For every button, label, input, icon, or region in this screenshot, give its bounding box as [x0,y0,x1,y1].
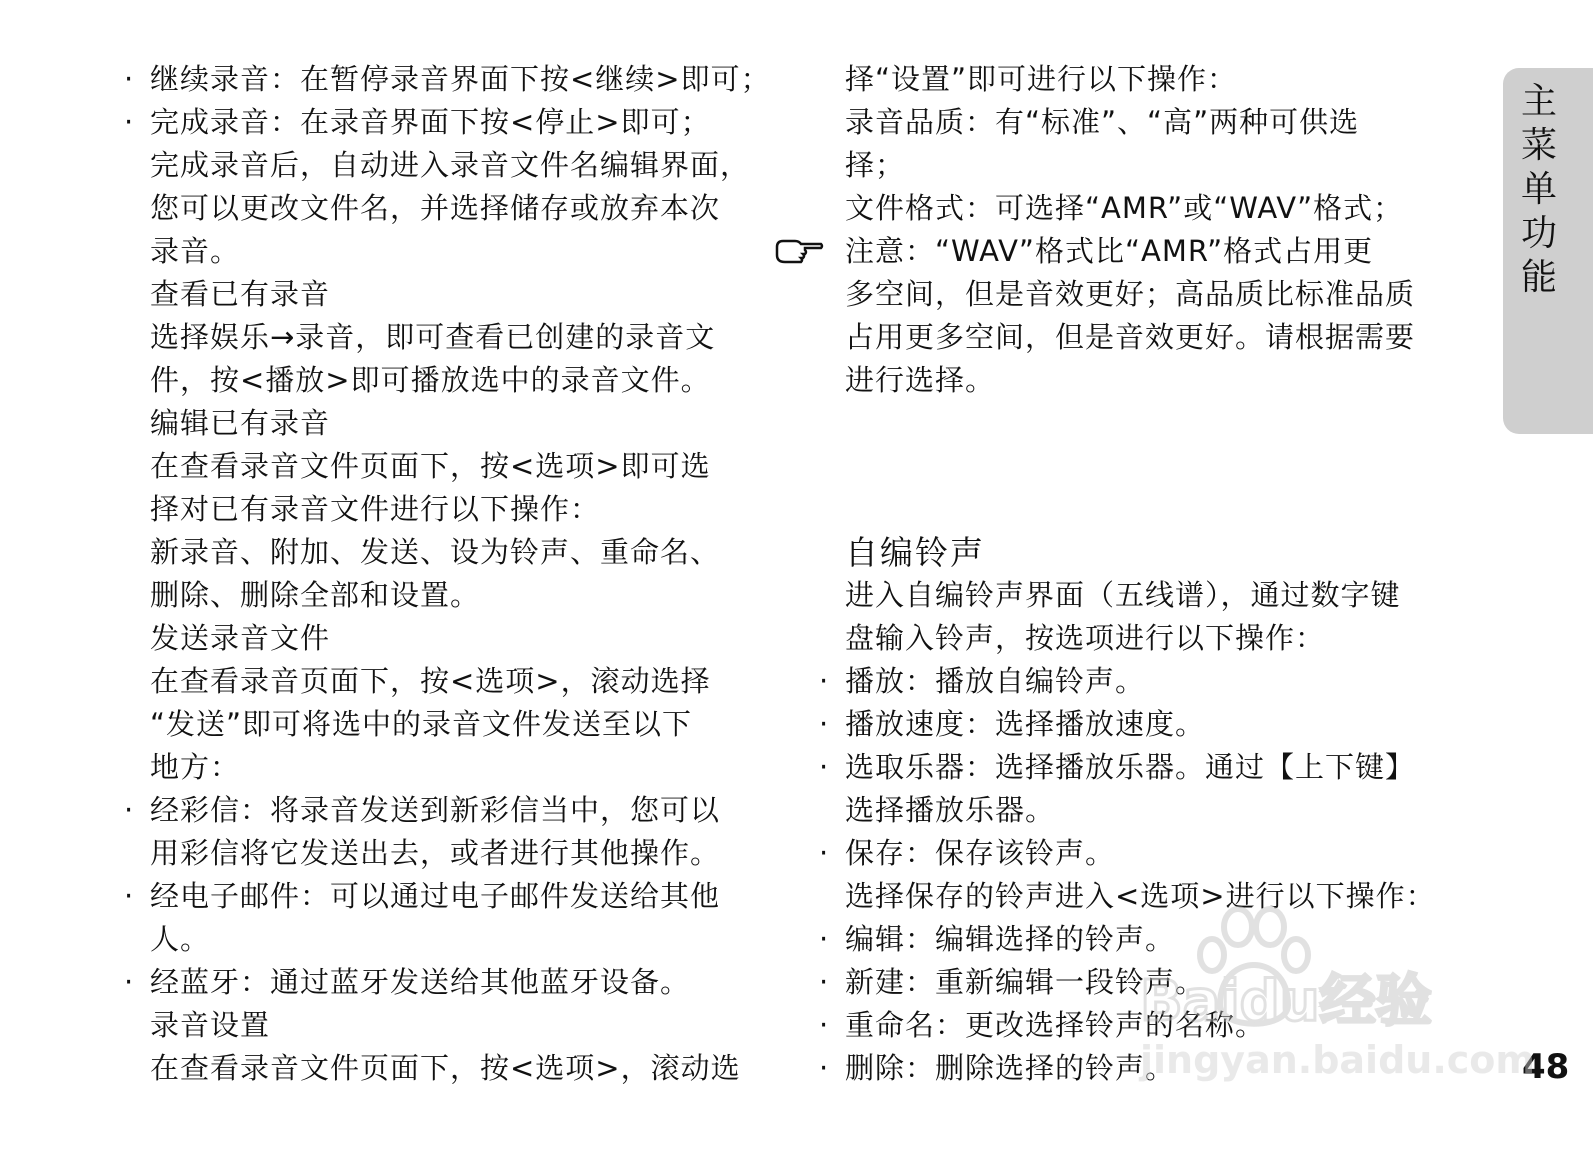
line-text: 件，按<播放>即可播放选中的录音文件。 [150,363,711,397]
text-line [120,875,780,918]
text-line [120,101,780,144]
text-line [120,1004,780,1047]
text-line [815,144,1475,187]
page-number: 48 [1522,1047,1570,1087]
section-heading [815,531,1475,574]
text-line [815,660,1475,703]
line-text: 您可以更改文件名，并选择储存或放弃本次 [150,191,721,225]
text-line [120,832,780,875]
line-text: 选择播放乐器。 [845,793,1056,827]
text-line [120,316,780,359]
text-line [815,789,1475,832]
line-text: 编辑已有录音 [150,406,331,440]
line-text: 择“设置”即可进行以下操作： [845,62,1238,96]
line-text: 继续录音：在暂停录音界面下按<继续>即可； [150,62,771,96]
text-line [815,832,1475,875]
line-text: 完成录音：在录音界面下按<停止>即可； [150,105,711,139]
text-line [815,187,1475,230]
text-line [120,230,780,273]
line-text: 录音。 [150,234,241,268]
line-text: 盘输入铃声，按选项进行以下操作： [845,621,1326,655]
text-line [120,1047,780,1090]
text-line [120,58,780,101]
text-line [815,746,1475,789]
recording-settings-block [815,58,1475,402]
text-line [120,617,780,660]
line-text: 择； [845,148,906,182]
text-line [120,918,780,961]
line-text: 录音设置 [150,1008,271,1042]
text-line [120,359,780,402]
text-line [120,531,780,574]
line-text: 选取乐器：选择播放乐器。通过【上下键】 [845,750,1416,784]
line-text: 删除：删除选择的铃声。 [845,1051,1176,1085]
line-text: 占用更多空间，但是音效更好。请根据需要 [845,320,1416,354]
text-line [120,445,780,488]
text-line [120,961,780,1004]
line-text: 在查看录音文件页面下，按<选项>，滚动选 [150,1051,741,1085]
line-text: 新录音、附加、发送、设为铃声、重命名、 [150,535,721,569]
line-text: 播放：播放自编铃声。 [845,664,1146,698]
line-text: 保存：保存该铃声。 [845,836,1116,870]
watermark-brand: Baidu经验 [1140,969,1432,1034]
line-text: 注意：“WAV”格式比“AMR”格式占用更 [845,234,1374,268]
line-text: 进入自编铃声界面（五线谱），通过数字键 [845,578,1401,612]
line-text: 进行选择。 [845,363,996,397]
text-line [120,402,780,445]
text-line [815,316,1475,359]
line-text: 重命名：更改选择铃声的名称。 [845,1008,1266,1042]
text-line [120,660,780,703]
pointing-hand-icon [775,237,823,267]
line-text: 播放速度：选择播放速度。 [845,707,1206,741]
section-tab [1503,68,1593,434]
text-line [120,574,780,617]
left-column [120,58,780,1090]
section-tab-label: 主菜单功能 [1521,81,1558,298]
text-line [120,488,780,531]
text-line [815,273,1475,316]
line-text: 经彩信：将录音发送到新彩信当中，您可以 [150,793,721,827]
line-text: “发送”即可将选中的录音文件发送至以下 [150,707,693,741]
line-text: 发送录音文件 [150,621,331,655]
line-text: 选择娱乐→录音，即可查看已创建的录音文 [150,320,716,354]
text-line [815,101,1475,144]
note-line [815,230,1475,273]
line-text: 经电子邮件：可以通过电子邮件发送给其他 [150,879,721,913]
line-text: 删除、删除全部和设置。 [150,578,481,612]
line-text: 选择保存的铃声进入<选项>进行以下操作： [845,879,1436,913]
line-text: 在查看录音页面下，按<选项>，滚动选择 [150,664,711,698]
line-text: 多空间，但是音效更好；高品质比标准品质 [845,277,1416,311]
line-text: 用彩信将它发送出去，或者进行其他操作。 [150,836,721,870]
line-text: 编辑：编辑选择的铃声。 [845,922,1176,956]
text-line [120,144,780,187]
text-line [815,617,1475,660]
text-line [120,789,780,832]
line-text: 完成录音后，自动进入录音文件名编辑界面， [150,148,751,182]
line-text: 经蓝牙：通过蓝牙发送给其他蓝牙设备。 [150,965,691,999]
line-text: 录音品质：有“标准”、“高”两种可供选 [845,105,1360,139]
line-text: 在查看录音文件页面下，按<选项>即可选 [150,449,711,483]
text-line [815,574,1475,617]
baidu-watermark-logo [1120,905,1535,1095]
text-line [120,746,780,789]
watermark-url: jingyan.baidu.com [1140,1038,1535,1082]
text-line [120,273,780,316]
line-text: 自编铃声 [845,533,985,572]
text-line [815,359,1475,402]
text-line [815,703,1475,746]
line-text: 择对已有录音文件进行以下操作： [150,492,601,526]
line-text: 新建：重新编辑一段铃声。 [845,965,1206,999]
text-line [815,58,1475,101]
line-text: 地方： [150,750,241,784]
line-text: 查看已有录音 [150,277,331,311]
line-text: 人。 [150,922,211,956]
text-line [120,187,780,230]
text-line [120,703,780,746]
line-text: 文件格式：可选择“AMR”或“WAV”格式； [845,191,1404,225]
